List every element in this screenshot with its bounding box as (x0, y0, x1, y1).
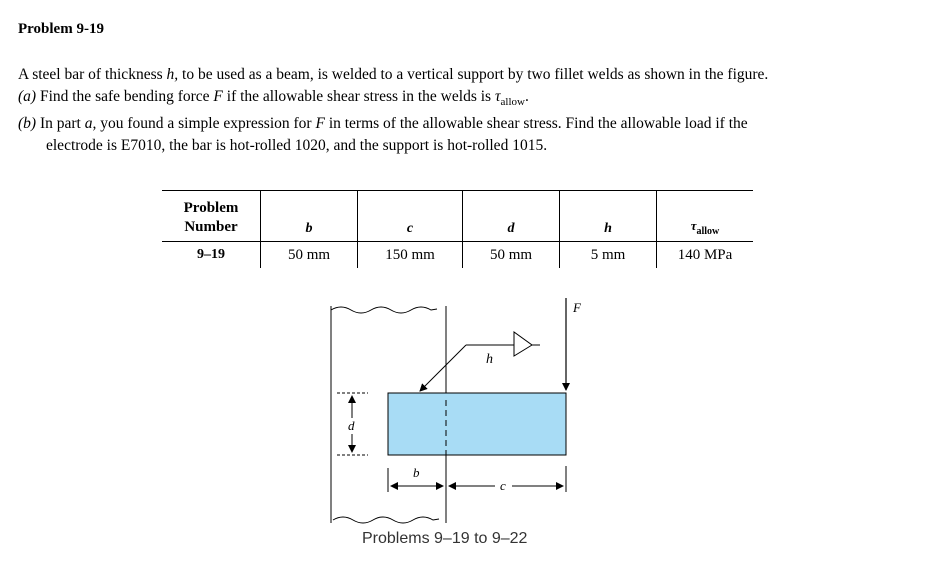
header-h: h (560, 191, 657, 242)
force-arrow (566, 298, 582, 390)
statement-part-b-cont: electrode is E7010, the bar is hot-rolled 1020, and the support is hot-rolled 1015. (46, 136, 548, 154)
header-problem-number: Problem Number (162, 191, 261, 242)
header-b: b (261, 191, 358, 242)
cell-b: 50 mm (261, 242, 358, 269)
cell-c: 150 mm (358, 242, 463, 269)
label-d: d (348, 418, 355, 433)
label-b: b (413, 465, 420, 480)
cell-tau-allow: 140 MPa (657, 242, 754, 269)
dimension-b-c (388, 465, 566, 493)
label-F: F (573, 300, 581, 315)
cell-h: 5 mm (560, 242, 657, 269)
statement-part-b: (b) In part a, you found a simple expression for F in terms of the allowable shear stress. Find the allowable load if the (18, 115, 748, 133)
steel-bar (388, 393, 566, 455)
label-c: c (500, 478, 506, 493)
statement-intro: A steel bar of thickness h, to be used as a beam, is welded to a vertical support by two fillet welds as shown in the figure. (18, 66, 769, 83)
dimension-d (337, 393, 368, 455)
cell-problem-number: 9–19 (197, 247, 225, 262)
cell-d: 50 mm (463, 242, 560, 269)
statement-part-a: (a) Find the safe bending force F if the allowable shear stress in the welds is $\tau_{allow}$. (18, 87, 529, 108)
header-d: d (463, 191, 560, 242)
problem-title: Problem 9-19 (18, 21, 104, 37)
weld-symbol (420, 332, 540, 391)
label-h: h (486, 352, 493, 367)
header-c: c (358, 191, 463, 242)
header-tau-allow: $\tau_{allow}$ (657, 191, 754, 242)
figure-caption: Problems 9–19 to 9–22 (362, 530, 528, 547)
